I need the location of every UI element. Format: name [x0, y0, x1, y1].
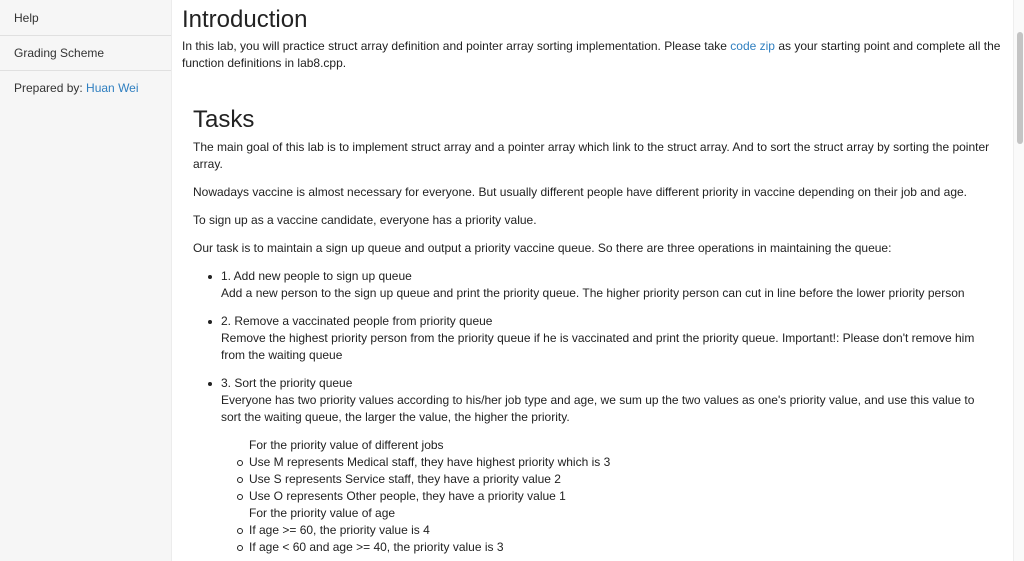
job-priority-header: For the priority value of different jobs: [249, 438, 444, 452]
operation-item: [221, 313, 993, 364]
sidebar-item-label: Help: [14, 10, 39, 25]
sidebar-item-grading-scheme[interactable]: [0, 36, 171, 71]
tasks-paragraph: To sign up as a vaccine candidate, everyone has a priority value.: [193, 213, 537, 227]
operation-desc: Remove the highest priority person from the priority queue if he is vaccinated and print the priority queue. Important!: Please don't remove him from the waiting queue: [221, 331, 975, 362]
operation-title: 3. Sort the priority queue: [221, 376, 353, 390]
credit-prefix: Prepared by:: [14, 81, 87, 95]
intro-text-before: In this lab, you will practice struct array definition and pointer array sorting implementation. Please take: [182, 39, 731, 53]
operation-title: 2. Remove a vaccinated people from priority queue: [221, 314, 493, 328]
sidebar-credit: [0, 71, 171, 105]
main-content: [172, 0, 1012, 561]
age-priority-item: If age >= 60, the priority value is 4: [249, 522, 993, 539]
page-title: Introduction: [182, 6, 308, 33]
age-priority-item: If age < 60 and age >= 40, the priority value is 3: [249, 539, 993, 556]
scrollbar-thumb[interactable]: [1017, 32, 1023, 144]
job-priority-item: Use S represents Service staff, they have a priority value 2: [249, 471, 993, 488]
page-scrollbar[interactable]: [1013, 0, 1024, 561]
priority-sublist: [221, 437, 993, 556]
age-priority-header: For the priority value of age: [249, 506, 396, 520]
sidebar-item-label: Grading Scheme: [14, 46, 105, 60]
job-priority-item: Use O represents Other people, they have a priority value 1: [249, 488, 993, 505]
operation-item: [221, 375, 993, 556]
job-priority-item: Use M represents Medical staff, they have highest priority which is 3: [249, 454, 993, 471]
code-zip-link[interactable]: code zip: [730, 39, 775, 53]
intro-text-after: as your starting point and complete all the function definitions in lab8.cpp.: [182, 39, 1001, 70]
operation-title: 1. Add new people to sign up queue: [221, 269, 412, 283]
operations-list: [193, 268, 993, 556]
intro-paragraph: [182, 38, 1002, 72]
tasks-heading: Tasks: [193, 106, 255, 133]
tasks-paragraph: The main goal of this lab is to implement struct array and a pointer array which link to the struct array. And to sort the struct array by sorting the pointer array.: [193, 140, 990, 171]
sidebar-item-help[interactable]: [0, 0, 171, 36]
operation-desc: Add a new person to the sign up queue and print the priority queue. The higher priority person can cut in line before the lower priority person: [221, 286, 965, 300]
operation-desc: Everyone has two priority values according to his/her job type and age, we sum up the two values as one's priority value, and use this value to sort the waiting queue, the larger the value, the higher the priority.: [221, 393, 975, 424]
operation-item: [221, 268, 993, 302]
tasks-body: [193, 139, 993, 561]
sidebar: [0, 0, 172, 561]
tasks-paragraph: Nowadays vaccine is almost necessary for everyone. But usually different people have different priority in vaccine depending on their job and age.: [193, 185, 968, 199]
tasks-paragraph: Our task is to maintain a sign up queue and output a priority vaccine queue. So there are three operations in maintaining the queue:: [193, 241, 892, 255]
author-link[interactable]: Huan Wei: [86, 81, 139, 95]
